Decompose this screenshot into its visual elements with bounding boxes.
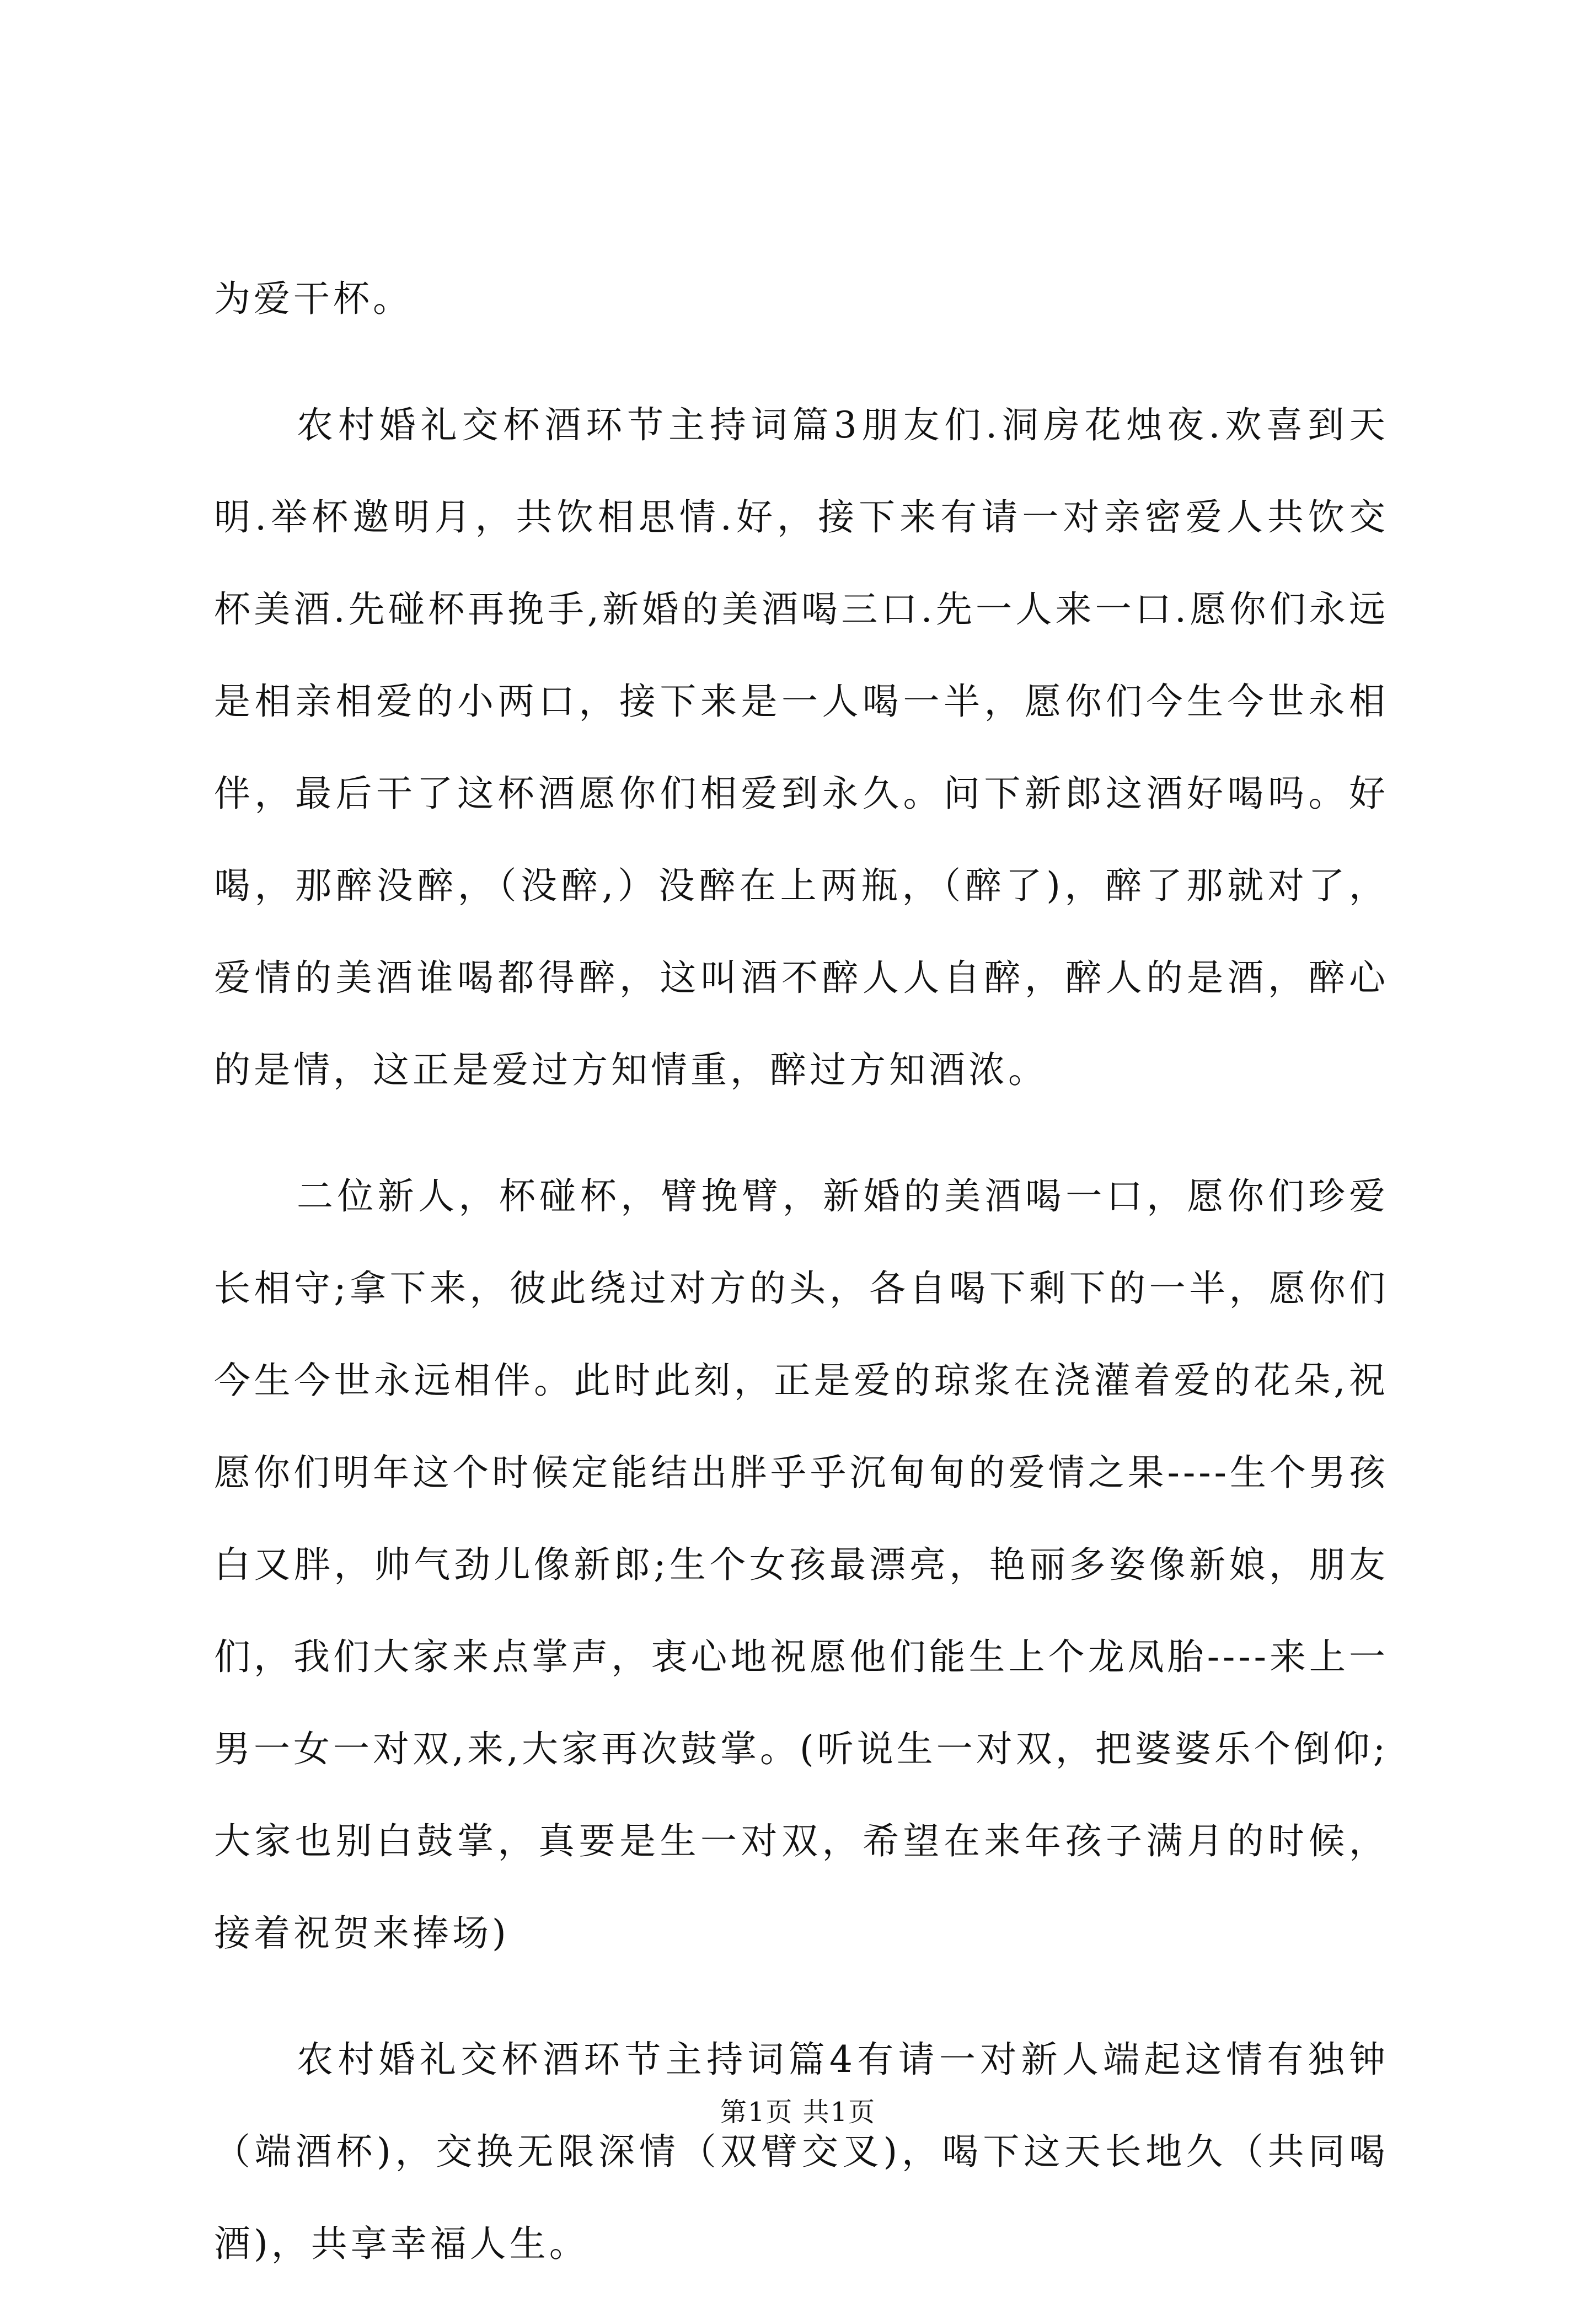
document-body <box>214 253 1389 2324</box>
paragraph-section-3: 农村婚礼交杯酒环节主持词篇3朋友们.洞房花烛夜.欢喜到天明.举杯邀明月，共饮相思情.好，接下来有请一对亲密爱人共饮交杯美酒.先碰杯再挽手,新婚的美酒喝三口.先一人来一口.愿你们永远是相亲相爱的小两口，接下来是一人喝一半，愿你们今生今世永相伴，最后干了这杯酒愿你们相爱到永久。问下新郎这酒好喝吗。好喝，那醉没醉，（没醉,）没醉在上两瓶，（醉了)，醉了那就对了，爱情的美酒谁喝都得醉，这叫酒不醉人人自醉，醉人的是酒，醉心的是情，这正是爱过方知情重，醉过方知酒浓。 <box>214 404 1389 1091</box>
paragraph-section-4: 农村婚礼交杯酒环节主持词篇4有请一对新人端起这情有独钟（端酒杯)，交换无限深情（双臂交叉)，喝下这天长地久（共同喝酒)，共享幸福人生。 <box>214 2038 1389 2265</box>
paragraph-continuation: 为爱干杯。 <box>214 277 413 320</box>
paragraph-toast-blessing: 二位新人，杯碰杯，臂挽臂，新婚的美酒喝一口，愿你们珍爱长相守;拿下来，彼此绕过对方的头，各自喝下剩下的一半，愿你们今生今世永远相伴。此时此刻，正是爱的琼浆在浇灌着爱的花朵,祝愿你们明年这个时候定能结出胖乎乎沉甸甸的爱情之果----生个男孩白又胖，帅气劲儿像新郎;生个女孩最漂亮，艳丽多姿像新娘，朋友们，我们大家来点掌声，衷心地祝愿他们能生上个龙凤胎----来上一男一女一对双,来,大家再次鼓掌。(听说生一对双，把婆婆乐个倒仰;大家也别白鼓掌，真要是生一对双，希望在来年孩子满月的时候，接着祝贺来捧场) <box>214 1175 1389 1954</box>
page-footer: 第1页 共1页 <box>720 2097 876 2128</box>
